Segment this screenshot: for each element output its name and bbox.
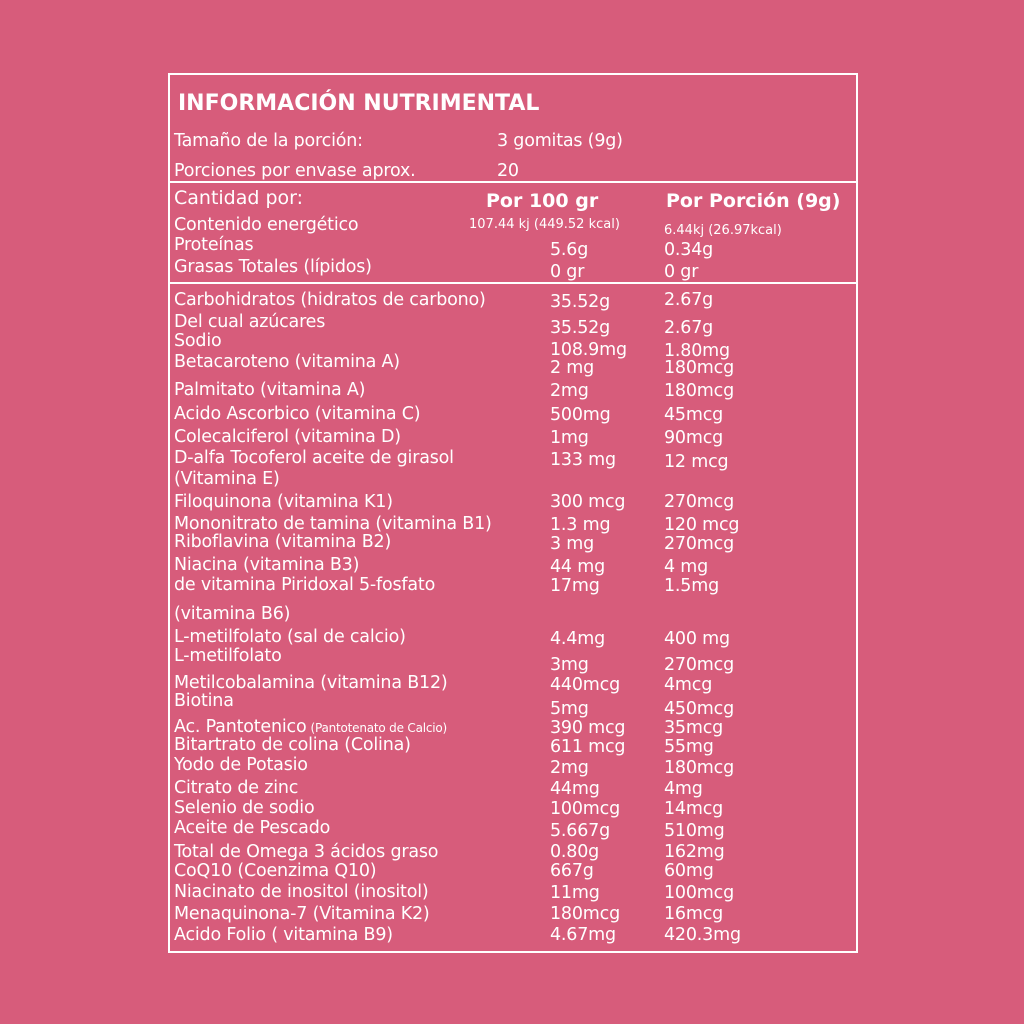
nutrient-per-serving: 450mcg <box>664 699 734 719</box>
nutrient-per-serving: 180mcg <box>664 358 734 378</box>
nutrient-per-100: 5.667g <box>550 821 611 841</box>
nutrient-name: L-metilfolato (sal de calcio) <box>174 627 406 647</box>
nutrient-per-serving: 120 mcg <box>664 515 740 535</box>
nutrient-per-serving: 14mcg <box>664 799 724 819</box>
nutrient-per-serving: 35mcg <box>664 718 724 738</box>
nutrient-per-100: 35.52g <box>550 292 611 312</box>
nutrient-name-continued: (vitamina B6) <box>174 604 291 624</box>
nutrient-name: Niacina (vitamina B3) <box>174 555 360 575</box>
nutrient-name: Selenio de sodio <box>174 798 315 818</box>
nutrient-name: Yodo de Potasio <box>174 755 308 775</box>
macro-per-100: 0 gr <box>550 262 585 282</box>
nutrient-name: Aceite de Pescado <box>174 818 331 838</box>
nutrient-per-100: 4.4mg <box>550 629 605 649</box>
nutrient-per-serving: 45mcg <box>664 405 724 425</box>
nutrient-name: Acido Folio ( vitamina B9) <box>174 925 393 945</box>
nutrient-name: Bitartrato de colina (Colina) <box>174 735 411 755</box>
nutrient-per-serving: 4 mg <box>664 557 709 577</box>
nutrient-name-continued: (Vitamina E) <box>174 469 280 489</box>
nutrient-per-serving: 1.5mg <box>664 576 719 596</box>
nutrient-per-serving: 2.67g <box>664 290 714 310</box>
nutrient-per-100: 44 mg <box>550 557 605 577</box>
energy-name: Contenido energético <box>174 215 359 235</box>
macro-name: Proteínas <box>174 235 254 255</box>
nutrient-note: (Pantotenato de Calcio) <box>310 721 448 735</box>
nutrient-per-serving: 90mcg <box>664 428 724 448</box>
macro-per-100: 5.6g <box>550 240 589 260</box>
nutrient-name: Betacaroteno (vitamina A) <box>174 352 400 372</box>
nutrition-facts-panel <box>168 73 858 953</box>
nutrient-name: Biotina <box>174 691 234 711</box>
nutrient-per-serving: 60mg <box>664 861 714 881</box>
nutrient-per-100: 17mg <box>550 576 600 596</box>
portion-size-label: Tamaño de la porción: <box>174 131 363 151</box>
nutrient-per-serving: 510mg <box>664 821 725 841</box>
nutrient-per-serving: 400 mg <box>664 629 730 649</box>
nutrient-per-serving: 180mcg <box>664 381 734 401</box>
nutrient-per-100: 2 mg <box>550 358 595 378</box>
per-100-header: Por 100 gr <box>486 190 599 212</box>
nutrient-per-serving: 270mcg <box>664 534 734 554</box>
nutrient-name: Colecalciferol (vitamina D) <box>174 427 401 447</box>
per-serving-header: Por Porción (9g) <box>666 190 841 212</box>
nutrient-name: CoQ10 (Coenzima Q10) <box>174 861 377 881</box>
nutrient-name: Acido Ascorbico (vitamina C) <box>174 404 421 424</box>
nutrient-per-serving: 4mcg <box>664 675 713 695</box>
nutrient-per-serving: 270mcg <box>664 492 734 512</box>
nutrient-per-100: 2mg <box>550 381 589 401</box>
nutrient-per-100: 1.3 mg <box>550 515 611 535</box>
nutrient-name: de vitamina Piridoxal 5-fosfato <box>174 575 436 595</box>
nutrient-name: Citrato de zinc <box>174 778 299 798</box>
nutrient-name: D-alfa Tocoferol aceite de girasol <box>174 448 454 468</box>
portion-size-value: 3 gomitas (9g) <box>497 131 623 151</box>
nutrient-name: Niacinato de inositol (inositol) <box>174 882 429 902</box>
nutrient-per-serving: 12 mcg <box>664 452 729 472</box>
nutrient-per-100: 667g <box>550 861 594 881</box>
macro-name: Grasas Totales (lípidos) <box>174 257 372 277</box>
panel-title: INFORMACIÓN NUTRIMENTAL <box>178 91 540 116</box>
nutrient-per-100: 35.52g <box>550 318 611 338</box>
nutrient-name: Palmitato (vitamina A) <box>174 380 366 400</box>
macro-per-serving: 0 gr <box>664 262 699 282</box>
nutrient-per-serving: 2.67g <box>664 318 714 338</box>
nutrient-per-serving: 55mg <box>664 737 714 757</box>
nutrient-per-serving: 270mcg <box>664 655 734 675</box>
nutrient-per-100: 3 mg <box>550 534 595 554</box>
nutrient-per-100: 180mcg <box>550 904 620 924</box>
nutrient-name: L-metilfolato <box>174 646 282 666</box>
nutrient-per-100: 108.9mg <box>550 340 627 360</box>
nutrient-per-serving: 162mg <box>664 842 725 862</box>
nutrient-name: Ac. Pantotenico (Pantotenato de Calcio) <box>174 717 448 737</box>
nutrient-per-100: 440mcg <box>550 675 620 695</box>
nutrient-per-100: 44mg <box>550 779 600 799</box>
nutrient-per-100: 2mg <box>550 758 589 778</box>
nutrient-per-100: 11mg <box>550 883 600 903</box>
macro-per-serving: 0.34g <box>664 240 714 260</box>
nutrient-per-100: 0.80g <box>550 842 600 862</box>
nutrient-per-serving: 100mcg <box>664 883 734 903</box>
nutrient-per-serving: 4mg <box>664 779 703 799</box>
nutrient-name: Riboflavina (vitamina B2) <box>174 532 392 552</box>
nutrient-per-100: 1mg <box>550 428 589 448</box>
nutrient-per-100: 300 mcg <box>550 492 626 512</box>
nutrient-per-100: 100mcg <box>550 799 620 819</box>
nutrient-per-100: 5mg <box>550 699 589 719</box>
servings-label: Porciones por envase aprox. <box>174 161 416 181</box>
nutrient-per-100: 3mg <box>550 655 589 675</box>
nutrient-name: Sodio <box>174 331 222 351</box>
section-divider <box>170 282 856 284</box>
nutrient-per-serving: 16mcg <box>664 904 724 924</box>
nutrient-per-100: 390 mcg <box>550 718 626 738</box>
nutrient-name: Carbohidratos (hidratos de carbono) <box>174 290 486 310</box>
servings-value: 20 <box>497 161 519 181</box>
nutrient-name: Total de Omega 3 ácidos graso <box>174 842 439 862</box>
nutrient-per-100: 611 mcg <box>550 737 626 757</box>
nutrient-per-serving: 420.3mg <box>664 925 741 945</box>
nutrient-name: Del cual azúcares <box>174 312 326 332</box>
energy-per-100: 107.44 kj (449.52 kcal) <box>469 217 620 232</box>
nutrient-per-100: 133 mg <box>550 450 616 470</box>
nutrient-name: Metilcobalamina (vitamina B12) <box>174 673 448 693</box>
nutrient-name: Filoquinona (vitamina K1) <box>174 492 393 512</box>
nutrient-per-serving: 180mcg <box>664 758 734 778</box>
header-divider <box>170 181 856 183</box>
nutrient-per-serving: 1.80mg <box>664 341 730 361</box>
nutrient-per-100: 4.67mg <box>550 925 616 945</box>
energy-per-serving: 6.44kj (26.97kcal) <box>664 223 782 238</box>
nutrient-name: Mononitrato de tamina (vitamina B1) <box>174 514 492 534</box>
amount-header: Cantidad por: <box>174 187 304 209</box>
nutrient-per-100: 500mg <box>550 405 611 425</box>
nutrient-name: Menaquinona-7 (Vitamina K2) <box>174 904 430 924</box>
